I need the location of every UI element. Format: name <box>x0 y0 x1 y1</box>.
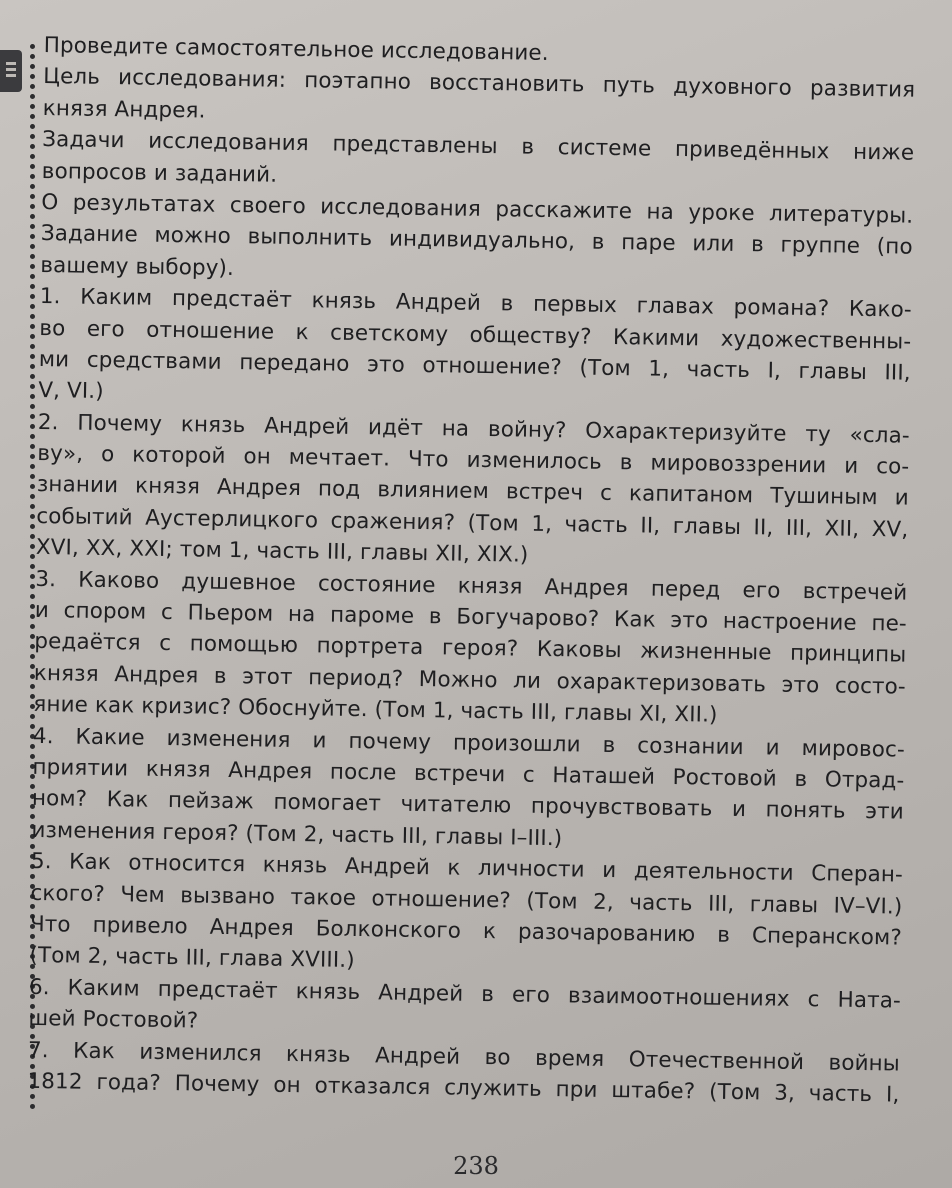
question-4-line: изменения героя? (Том 2, часть III, главы I–III.) <box>31 817 563 852</box>
question-5-line: ского? Чем вызвано такое отношение? (Том 2, часть III, главы IV–VI.) <box>30 880 903 920</box>
question-3-line: князя Андрея в этот период? Можно ли охарактеризовать это состо- <box>33 660 906 700</box>
question-7-line: 7. Как изменился князь Андрей во время Отечественной войны <box>27 1037 901 1077</box>
format-line: Задание можно выполнить индивидуально, в паре или в группе (по <box>40 221 913 261</box>
question-2-line: ву», о которой он мечтает. Что изменилось в мировоззрении и со- <box>37 441 910 480</box>
goal-line: Цель исследования: поэтапно восстановить путь духовного развития <box>43 64 916 104</box>
question-3-line: редаётся с помощью портрета героя? Каковы жизненные принципы <box>34 629 907 669</box>
question-5-line: Что привело Андрея Болконского к разочарованию в Сперанском? <box>29 911 903 951</box>
tasks-line: вопросов и заданий. <box>41 158 278 188</box>
question-1-line: 1. Каким предстаёт князь Андрей в первых главах романа? Како- <box>39 284 912 323</box>
question-2-line: XVI, XX, XXI; том 1, часть III, главы XII, XIX.) <box>35 535 529 568</box>
question-4-line: ном? Как пейзаж помогает читателю прочувствовать и понять эти <box>31 786 905 825</box>
page-text <box>27 30 916 1111</box>
question-3-line: и спором с Пьером на пароме в Богучарово? Как это настроение пе- <box>34 597 907 637</box>
question-2-line: 2. Почему князь Андрей идёт на войну? Охарактеризуйте ту «сла- <box>37 409 910 449</box>
question-3-line: яние как кризис? Обоснуйте. (Том 1, часть III, главы XI, XII.) <box>33 692 718 728</box>
question-5-line: 5. Как относится князь Андрей к личности и деятельности Сперан- <box>30 849 904 888</box>
question-7-line: 1812 года? Почему он отказался служить при штабе? (Том 3, часть I, <box>27 1068 900 1108</box>
question-4-line: 4. Какие изменения и почему произошли в сознании и мировос- <box>32 723 905 763</box>
question-2-line: событий Аустерлицкого сражения? (Том 1, часть II, главы II, III, XII, XV, <box>36 503 909 543</box>
question-1-line: во его отношение к светскому обществу? Какими художественны- <box>39 315 912 355</box>
format-line: вашему выбору). <box>40 252 235 281</box>
question-4-line: приятии князя Андрея после встречи с Наташей Ростовой в Отрад- <box>32 754 905 794</box>
question-6-line: 6. Каким предстаёт князь Андрей в его взаимоотношениях с Ната- <box>28 974 902 1014</box>
results-line: О результатах своего исследования расскажите на уроке литературы. <box>41 189 914 229</box>
question-1-line: V, VI.) <box>38 378 104 405</box>
book-marker-icon <box>0 50 22 92</box>
question-5-line: (Том 2, часть III, глава XVIII.) <box>29 943 355 974</box>
goal-line: князя Андрея. <box>42 95 206 124</box>
intro-line: Проведите самостоятельное исследование. <box>43 32 549 66</box>
question-1-line: ми средствами передано это отношение? (Том 1, часть I, главы III, <box>38 346 911 386</box>
question-3-line: 3. Каково душевное состояние князя Андрея перед его встречей <box>35 566 908 606</box>
page-number: 238 <box>453 1152 499 1180</box>
question-6-line: шей Ростовой? <box>28 1005 199 1034</box>
tasks-line: Задачи исследования представлены в системе приведённых ниже <box>42 127 915 166</box>
question-2-line: знании князя Андрея под влиянием встреч с капитаном Тушиным и <box>36 472 909 512</box>
